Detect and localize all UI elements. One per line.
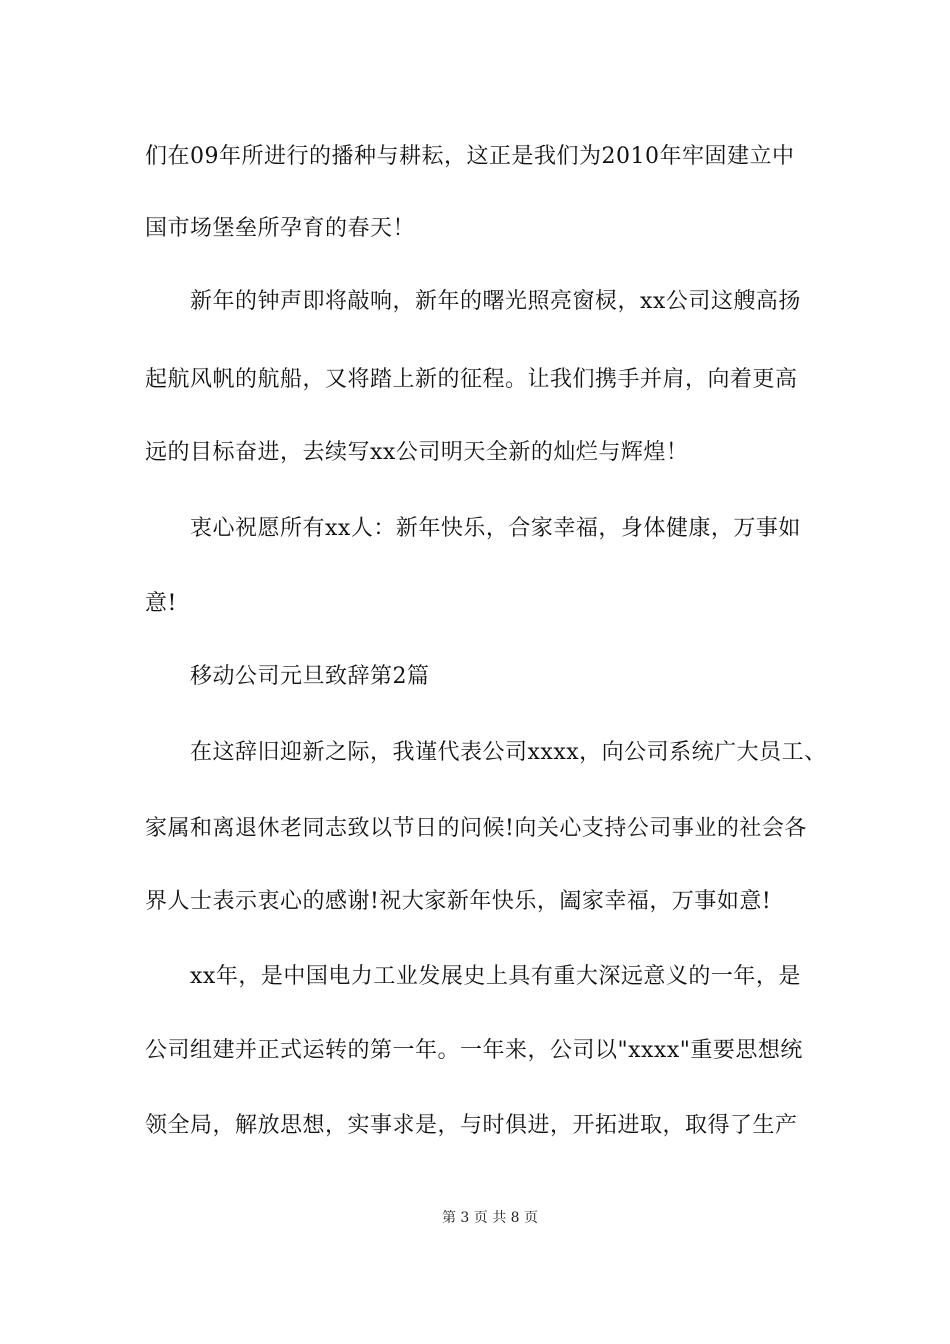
text-line: 们在09年所进行的播种与耕耘，这正是我们为2010年牢固建立中 <box>145 144 795 169</box>
text-line: 家属和离退休老同志致以节日的问候!向关心支持公司事业的社会各 <box>145 816 807 841</box>
text-line: 领全局，解放思想，实事求是，与时俱进，开拓进取，取得了生产 <box>145 1113 798 1138</box>
text-line: 界人士表示衷心的感谢!祝大家新年快乐，阖家幸福，万事如意! <box>145 889 772 914</box>
text-line: 在这辞旧迎新之际，我谨代表公司xxxx，向公司系统广大员工、 <box>190 740 827 765</box>
text-line: 公司组建并正式运转的第一年。一年来，公司以"xxxx"重要思想统 <box>145 1038 803 1063</box>
page-number-footer: 第 3 页 共 8 页 <box>441 1210 539 1226</box>
text-line: xx年，是中国电力工业发展史上具有重大深远意义的一年，是 <box>190 964 801 989</box>
text-line: 衷心祝愿所有xx人：新年快乐，合家幸福，身体健康，万事如 <box>190 516 801 541</box>
text-line: 远的目标奋进，去续写xx公司明天全新的灿烂与辉煌！ <box>145 440 689 465</box>
text-line: 新年的钟声即将敲响，新年的曙光照亮窗棂，xx公司这艘高扬 <box>190 289 801 314</box>
text-line: 意! <box>145 591 177 616</box>
text-line: 国市场堡垒所孕育的春天！ <box>145 216 416 241</box>
section-heading: 移动公司元旦致辞第2篇 <box>190 664 430 689</box>
text-line: 起航风帆的航船，又将踏上新的征程。让我们携手并肩，向着更高 <box>145 367 798 392</box>
